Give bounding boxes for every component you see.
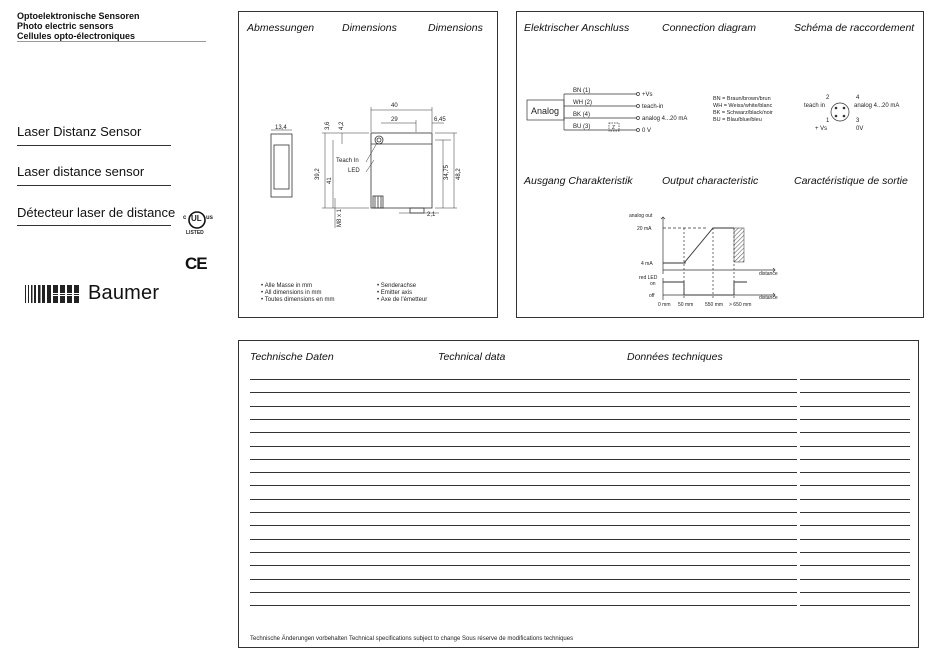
tech-value-line (800, 379, 910, 380)
connection-title-de: Elektrischer Anschluss (524, 22, 630, 34)
tech-row-line (250, 512, 797, 513)
connection-title-fr: Schéma de raccordement (794, 22, 915, 34)
tech-row-line (250, 539, 797, 540)
pin-analog-label: analog 4...20 mA (854, 103, 900, 109)
y-20ma-label: 20 mA (637, 226, 652, 232)
tech-row-line (250, 459, 797, 460)
z-label: Z (612, 125, 616, 131)
wire-wh: WH (2) (573, 100, 592, 106)
tech-row-line (250, 446, 797, 447)
color-key-bk: BK = Schwarz/black/noir (713, 110, 773, 116)
legend-right-2: • Emitter axis (377, 290, 413, 296)
technical-data-panel (238, 340, 919, 648)
dim-m8-label: M8 x 1 (337, 208, 343, 227)
dim-36-label: 3,6 (325, 121, 331, 130)
tech-row-line (250, 525, 797, 526)
tech-value-line (800, 539, 910, 540)
legend-left-3: • Toutes dimensions en mm (261, 297, 335, 303)
tech-row-line (250, 592, 797, 593)
signal-0v: 0 V (642, 128, 652, 134)
pin-4-num: 4 (856, 95, 860, 101)
tech-value-line (800, 499, 910, 500)
tech-value-line (800, 392, 910, 393)
tech-row-line (250, 472, 797, 473)
header-divider (17, 41, 206, 42)
baumer-logo (25, 284, 165, 306)
dimensions-title-de: Abmessungen (247, 22, 315, 34)
tech-value-line (800, 605, 910, 606)
output-title-de: Ausgang Charakteristik (524, 175, 633, 187)
signal-vs: +Vs (642, 92, 653, 98)
brand-name: Baumer (88, 282, 160, 304)
legend-left-2: • All dimensions in mm (261, 290, 322, 296)
output-title-fr: Caractéristique de sortie (794, 175, 908, 187)
ul-listed-mark (180, 208, 216, 242)
dim-41-label: 41 (327, 177, 333, 184)
dim-482-label: 48,2 (456, 168, 462, 180)
technical-title-de: Technische Daten (250, 351, 334, 363)
teach-in-label: Teach In (336, 158, 359, 164)
dim-42-label: 4,2 (339, 121, 345, 130)
tick-550mm: 550 mm (705, 302, 724, 308)
tech-row-line (250, 432, 797, 433)
category-header (17, 11, 140, 41)
dim-134-label: 13,4 (275, 125, 287, 131)
category-fr: Cellules opto-électroniques (17, 31, 136, 41)
tech-row-line (250, 406, 797, 407)
product-name-en: Laser distance sensor (17, 164, 145, 179)
product-name-de: Laser Distanz Sensor (17, 124, 142, 139)
technical-title-fr: Données techniques (627, 351, 723, 363)
tech-value-line (800, 592, 910, 593)
tech-value-line (800, 446, 910, 447)
dim-40-label: 40 (391, 103, 398, 109)
tech-row-line (250, 379, 797, 380)
tick-650mm: > 650 mm (729, 302, 752, 308)
product-divider-fr (17, 225, 171, 226)
legend-right-1: • Senderachse (377, 283, 417, 289)
pin-0v-label: 0V (856, 126, 864, 132)
y-axis-label: analog out (629, 213, 653, 219)
wire-bk: BK (4) (573, 112, 591, 118)
tech-row-line (250, 392, 797, 393)
color-key-wh: WH = Weiss/white/blanc (713, 103, 773, 109)
led-label-1: red LED (639, 275, 658, 281)
tech-value-line (800, 579, 910, 580)
y-4ma-label: 4 mA (641, 261, 653, 267)
output-title-en: Output characteristic (662, 175, 759, 187)
tech-row-line (250, 499, 797, 500)
pin-teach-label: teach in (804, 103, 826, 109)
tech-value-line (800, 419, 910, 420)
ul-listed-text: LISTED (186, 230, 204, 236)
tech-row-line (250, 579, 797, 580)
category-en: Photo electric sensors (17, 21, 114, 31)
signal-analog: analog 4...20 mA (642, 116, 688, 122)
dimensions-title-fr: Dimensions (428, 22, 483, 34)
tick-50mm: 50 mm (678, 302, 694, 308)
wire-bn: BN (1) (573, 88, 591, 94)
tech-value-line (800, 525, 910, 526)
tech-row-line (250, 419, 797, 420)
pin-vs-label: + Vs (815, 126, 828, 132)
tech-row-line (250, 552, 797, 553)
category-de: Optoelektronische Sensoren (17, 11, 140, 21)
product-name-fr: Détecteur laser de distance (17, 205, 176, 220)
tech-row-line (250, 605, 797, 606)
tech-value-line (800, 472, 910, 473)
tech-value-line (800, 552, 910, 553)
dim-21-label: 2,1 (427, 212, 436, 218)
dimensions-title-en: Dimensions (342, 22, 397, 34)
tech-value-line (800, 459, 910, 460)
color-key-bu: BU = Blau/blue/bleu (713, 117, 762, 123)
tick-0mm: 0 mm (658, 302, 671, 308)
tech-row-line (250, 485, 797, 486)
dimensions-panel (238, 11, 498, 318)
x-distance-label: distance (759, 271, 778, 277)
dim-645-label: 6,45 (434, 117, 446, 123)
tech-value-line (800, 432, 910, 433)
technical-footer: Technische Änderungen vorbehalten Technical specifications subject to change Sous réserve de modifications techniques (250, 636, 574, 642)
pin-3-num: 3 (856, 118, 860, 124)
tech-value-line (800, 406, 910, 407)
tech-value-line (800, 565, 910, 566)
product-divider-de (17, 145, 171, 146)
tech-value-line (800, 485, 910, 486)
dimensions-legend-right (377, 283, 427, 304)
dim-3475-label: 34,75 (444, 164, 450, 180)
output-characteristic-graph (517, 12, 923, 317)
tech-value-line (800, 512, 910, 513)
ul-text: UL (191, 214, 202, 223)
ul-us-text: us (206, 215, 214, 221)
analog-box-label: Analog (531, 106, 560, 116)
x-distance-label-2: distance (759, 295, 778, 301)
pin-1-num: 1 (826, 118, 830, 124)
legend-right-3: • Axe de l'émetteur (377, 297, 428, 303)
connection-panel (516, 11, 924, 318)
baumer-logo-graphic (25, 285, 81, 303)
dim-29-label: 29 (391, 117, 398, 123)
connection-title-en: Connection diagram (662, 22, 756, 34)
color-key-bn: BN = Braun/brown/brun (713, 96, 771, 102)
ce-mark: CE (185, 254, 207, 273)
signal-teach: teach-in (642, 104, 664, 110)
dim-392-label: 39,2 (315, 168, 321, 180)
led-off-label: off (649, 293, 655, 299)
ul-c-text: c (183, 215, 187, 221)
wire-bu: BU (3) (573, 124, 591, 130)
tech-row-line (250, 565, 797, 566)
led-label: LED (348, 168, 360, 174)
dimensions-legend-left (261, 283, 334, 304)
technical-title-en: Technical data (438, 351, 506, 363)
led-label-2: on (650, 281, 656, 287)
dimension-drawing (239, 12, 497, 317)
legend-left-1: • Alle Masse in mm (261, 283, 313, 289)
product-divider-en (17, 185, 171, 186)
pin-2-num: 2 (826, 95, 830, 101)
